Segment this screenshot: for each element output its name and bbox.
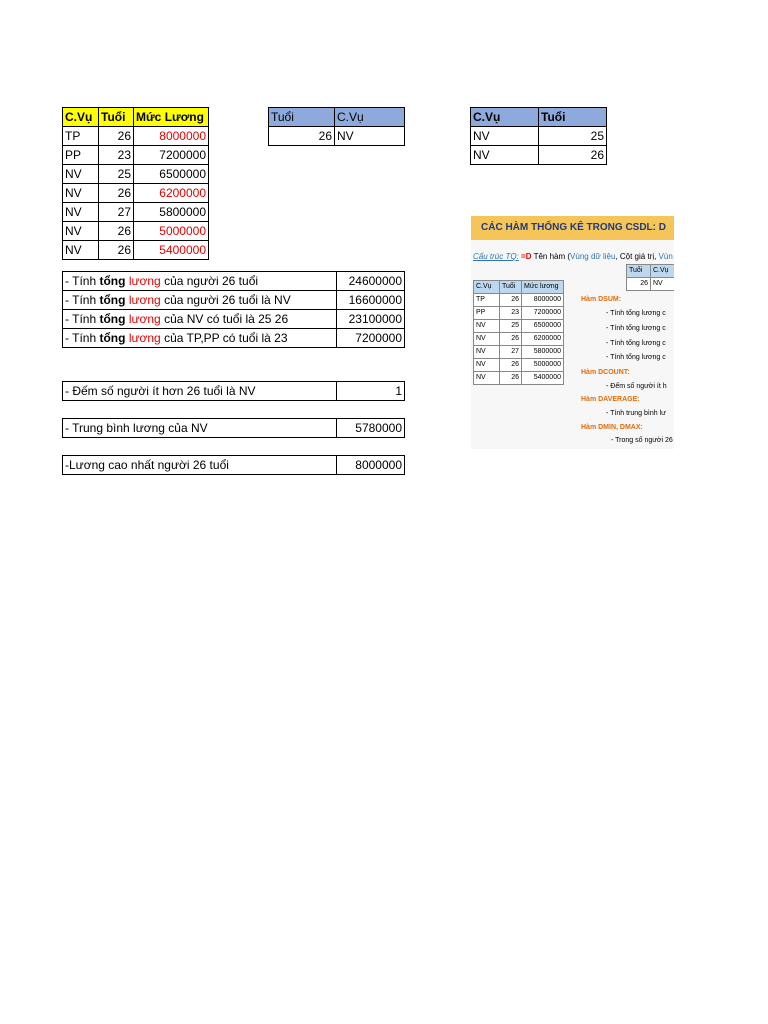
task-post: của NV có tuổi là 25 26 [160, 312, 289, 326]
shot-cell: 26 [500, 359, 522, 372]
shot-dsum: Hàm DSUM: [581, 296, 622, 303]
criteria2-header-tuoi[interactable]: Tuổi [539, 108, 607, 127]
shot-cell: 5800000 [522, 346, 564, 359]
shot-row [474, 372, 564, 385]
criteria2-row2-cv[interactable]: NV [471, 146, 539, 165]
cell-tuoi[interactable]: 26 [99, 241, 134, 260]
criteria2-row2-tuoi[interactable]: 26 [539, 146, 607, 165]
task-red: lương [128, 293, 161, 307]
cell-tuoi[interactable]: 26 [99, 184, 134, 203]
shot-cell: 26 [500, 372, 522, 385]
screenshot-criteria [626, 264, 674, 291]
task-pre: - Tính [65, 331, 100, 345]
cell-tuoi[interactable]: 26 [99, 127, 134, 146]
cell-cv[interactable]: NV [63, 165, 99, 184]
shot-h3: Mức lương [522, 281, 564, 294]
sum-task-label[interactable] [63, 272, 337, 291]
sum-task-value[interactable]: 23100000 [337, 310, 405, 329]
header-tuoi[interactable]: Tuổi [99, 108, 134, 127]
shot-cell: NV [474, 320, 500, 333]
task-red: lương [128, 331, 161, 345]
syntax-tail: Vùn [658, 252, 673, 261]
table-row [63, 165, 209, 184]
table-row [63, 222, 209, 241]
task-pre: - Tính [65, 312, 100, 326]
criteria-table-1 [268, 107, 405, 146]
shot-row [474, 333, 564, 346]
shot-cell: 6200000 [522, 333, 564, 346]
main-table-header [63, 108, 209, 127]
shot-cell: 25 [500, 320, 522, 333]
cell-luong[interactable]: 5000000 [134, 222, 209, 241]
cell-luong[interactable]: 6200000 [134, 184, 209, 203]
criteria2-header-cv[interactable]: C.Vụ [471, 108, 539, 127]
sum-task-label[interactable] [63, 291, 337, 310]
shot-h1: C.Vụ [474, 281, 500, 294]
criteria1-value-tuoi[interactable]: 26 [269, 127, 335, 146]
task-post: của TP,PP có tuổi là 23 [160, 331, 288, 345]
avg-task-value[interactable]: 5780000 [337, 419, 405, 438]
shot-crit-v1: 26 [627, 278, 651, 291]
shot-row [474, 307, 564, 320]
header-cv[interactable]: C.Vụ [63, 108, 99, 127]
max-task-label[interactable]: -Lương cao nhất người 26 tuổi [63, 456, 337, 475]
task-post: của người 26 tuổi là NV [160, 293, 291, 307]
shot-cell: 27 [500, 346, 522, 359]
task-bold: tổng [99, 293, 126, 307]
count-task-table [62, 381, 405, 401]
shot-row [474, 294, 564, 307]
sum-task-value[interactable]: 16600000 [337, 291, 405, 310]
task-bold: tổng [99, 274, 126, 288]
syntax-region: Vùng dữ liệu [570, 252, 616, 261]
shot-cell: TP [474, 294, 500, 307]
criteria2-row1-tuoi[interactable]: 25 [539, 127, 607, 146]
cell-cv[interactable]: PP [63, 146, 99, 165]
shot-cell: 26 [500, 333, 522, 346]
task-red: lương [128, 312, 161, 326]
task-pre: - Tính [65, 293, 100, 307]
cell-cv[interactable]: NV [63, 184, 99, 203]
table-row [63, 203, 209, 222]
shot-dcount-item: - Đếm số người ít h [606, 383, 667, 390]
criteria1-header-tuoi[interactable]: Tuổi [269, 108, 335, 127]
criteria1-header-cv[interactable]: C.Vụ [335, 108, 405, 127]
shot-dsum-item2: - Tính tổng lương c [606, 325, 666, 332]
sum-task-row [63, 291, 405, 310]
criteria1-value-cv[interactable]: NV [335, 127, 405, 146]
table-row [63, 241, 209, 260]
task-red: lương [128, 274, 161, 288]
shot-crit-h2: C.Vụ [651, 265, 675, 278]
embedded-screenshot [471, 216, 674, 449]
sum-task-row [63, 329, 405, 348]
table-row [63, 146, 209, 165]
shot-cell: NV [474, 333, 500, 346]
syntax-name: Tên hàm ( [531, 252, 571, 261]
shot-cell: NV [474, 359, 500, 372]
count-task-label[interactable]: - Đếm số người ít hơn 26 tuổi là NV [63, 382, 337, 401]
cell-tuoi[interactable]: 26 [99, 222, 134, 241]
task-pre: - Tính [65, 274, 100, 288]
shot-cell: 6500000 [522, 320, 564, 333]
shot-row [474, 359, 564, 372]
shot-row [474, 320, 564, 333]
shot-cell: 8000000 [522, 294, 564, 307]
avg-task-table [62, 418, 405, 438]
cell-luong[interactable]: 7200000 [134, 146, 209, 165]
shot-cell: 5400000 [522, 372, 564, 385]
shot-cell: NV [474, 346, 500, 359]
shot-row [474, 346, 564, 359]
header-luong[interactable]: Mức Lương [134, 108, 209, 127]
shot-dsum-item1: - Tính tổng lương c [606, 310, 666, 317]
cell-luong[interactable]: 6500000 [134, 165, 209, 184]
syntax-eq: =D [521, 252, 532, 261]
cell-cv[interactable]: NV [63, 222, 99, 241]
cell-tuoi[interactable]: 25 [99, 165, 134, 184]
main-table [62, 107, 209, 260]
sum-task-label[interactable] [63, 310, 337, 329]
shot-dsum-item4: - Tính tổng lương c [606, 354, 666, 361]
criteria-table-2 [470, 107, 607, 165]
screenshot-table [473, 280, 564, 385]
task-bold: tổng [99, 312, 126, 326]
sum-task-value[interactable]: 24600000 [337, 272, 405, 291]
sum-task-label[interactable] [63, 329, 337, 348]
max-task-table [62, 455, 405, 475]
shot-dcount: Hàm DCOUNT: [581, 369, 630, 376]
shot-cell: 5000000 [522, 359, 564, 372]
shot-crit-v2: NV [651, 278, 675, 291]
cell-cv[interactable]: NV [63, 203, 99, 222]
cell-cv[interactable]: TP [63, 127, 99, 146]
shot-cell: NV [474, 372, 500, 385]
cell-luong[interactable]: 8000000 [134, 127, 209, 146]
shot-dminmax: Hàm DMIN, DMAX: [581, 424, 643, 431]
cell-tuoi[interactable]: 23 [99, 146, 134, 165]
screenshot-banner: CÁC HÀM THỐNG KÊ TRONG CSDL: D [471, 216, 674, 240]
sum-task-row [63, 310, 405, 329]
criteria2-row1-cv[interactable]: NV [471, 127, 539, 146]
syntax-label: Cấu trúc TQ: [473, 252, 519, 261]
sum-tasks-table [62, 271, 405, 348]
shot-cell: 26 [500, 294, 522, 307]
cell-luong[interactable]: 5800000 [134, 203, 209, 222]
max-task-value[interactable]: 8000000 [337, 456, 405, 475]
shot-dsum-item3: - Tính tổng lương c [606, 340, 666, 347]
screenshot-syntax [473, 252, 673, 261]
shot-dminmax-item: - Trong số người 26 [611, 437, 673, 444]
cell-tuoi[interactable]: 27 [99, 203, 134, 222]
task-post: của người 26 tuổi [160, 274, 259, 288]
shot-cell: PP [474, 307, 500, 320]
task-bold: tổng [99, 331, 126, 345]
count-task-value[interactable]: 1 [337, 382, 405, 401]
shot-crit-h1: Tuổi [627, 265, 651, 278]
cell-cv[interactable]: NV [63, 241, 99, 260]
sum-task-value[interactable]: 7200000 [337, 329, 405, 348]
table-row [63, 184, 209, 203]
shot-daverage-item: - Tính trung bình lư [606, 410, 666, 417]
avg-task-label[interactable]: - Trung bình lương của NV [63, 419, 337, 438]
sum-task-row [63, 272, 405, 291]
shot-cell: 23 [500, 307, 522, 320]
shot-h2: Tuổi [500, 281, 522, 294]
cell-luong[interactable]: 5400000 [134, 241, 209, 260]
shot-cell: 7200000 [522, 307, 564, 320]
shot-daverage: Hàm DAVERAGE: [581, 396, 640, 403]
table-row [63, 127, 209, 146]
syntax-mid: , Cột giá trị, [615, 252, 659, 261]
